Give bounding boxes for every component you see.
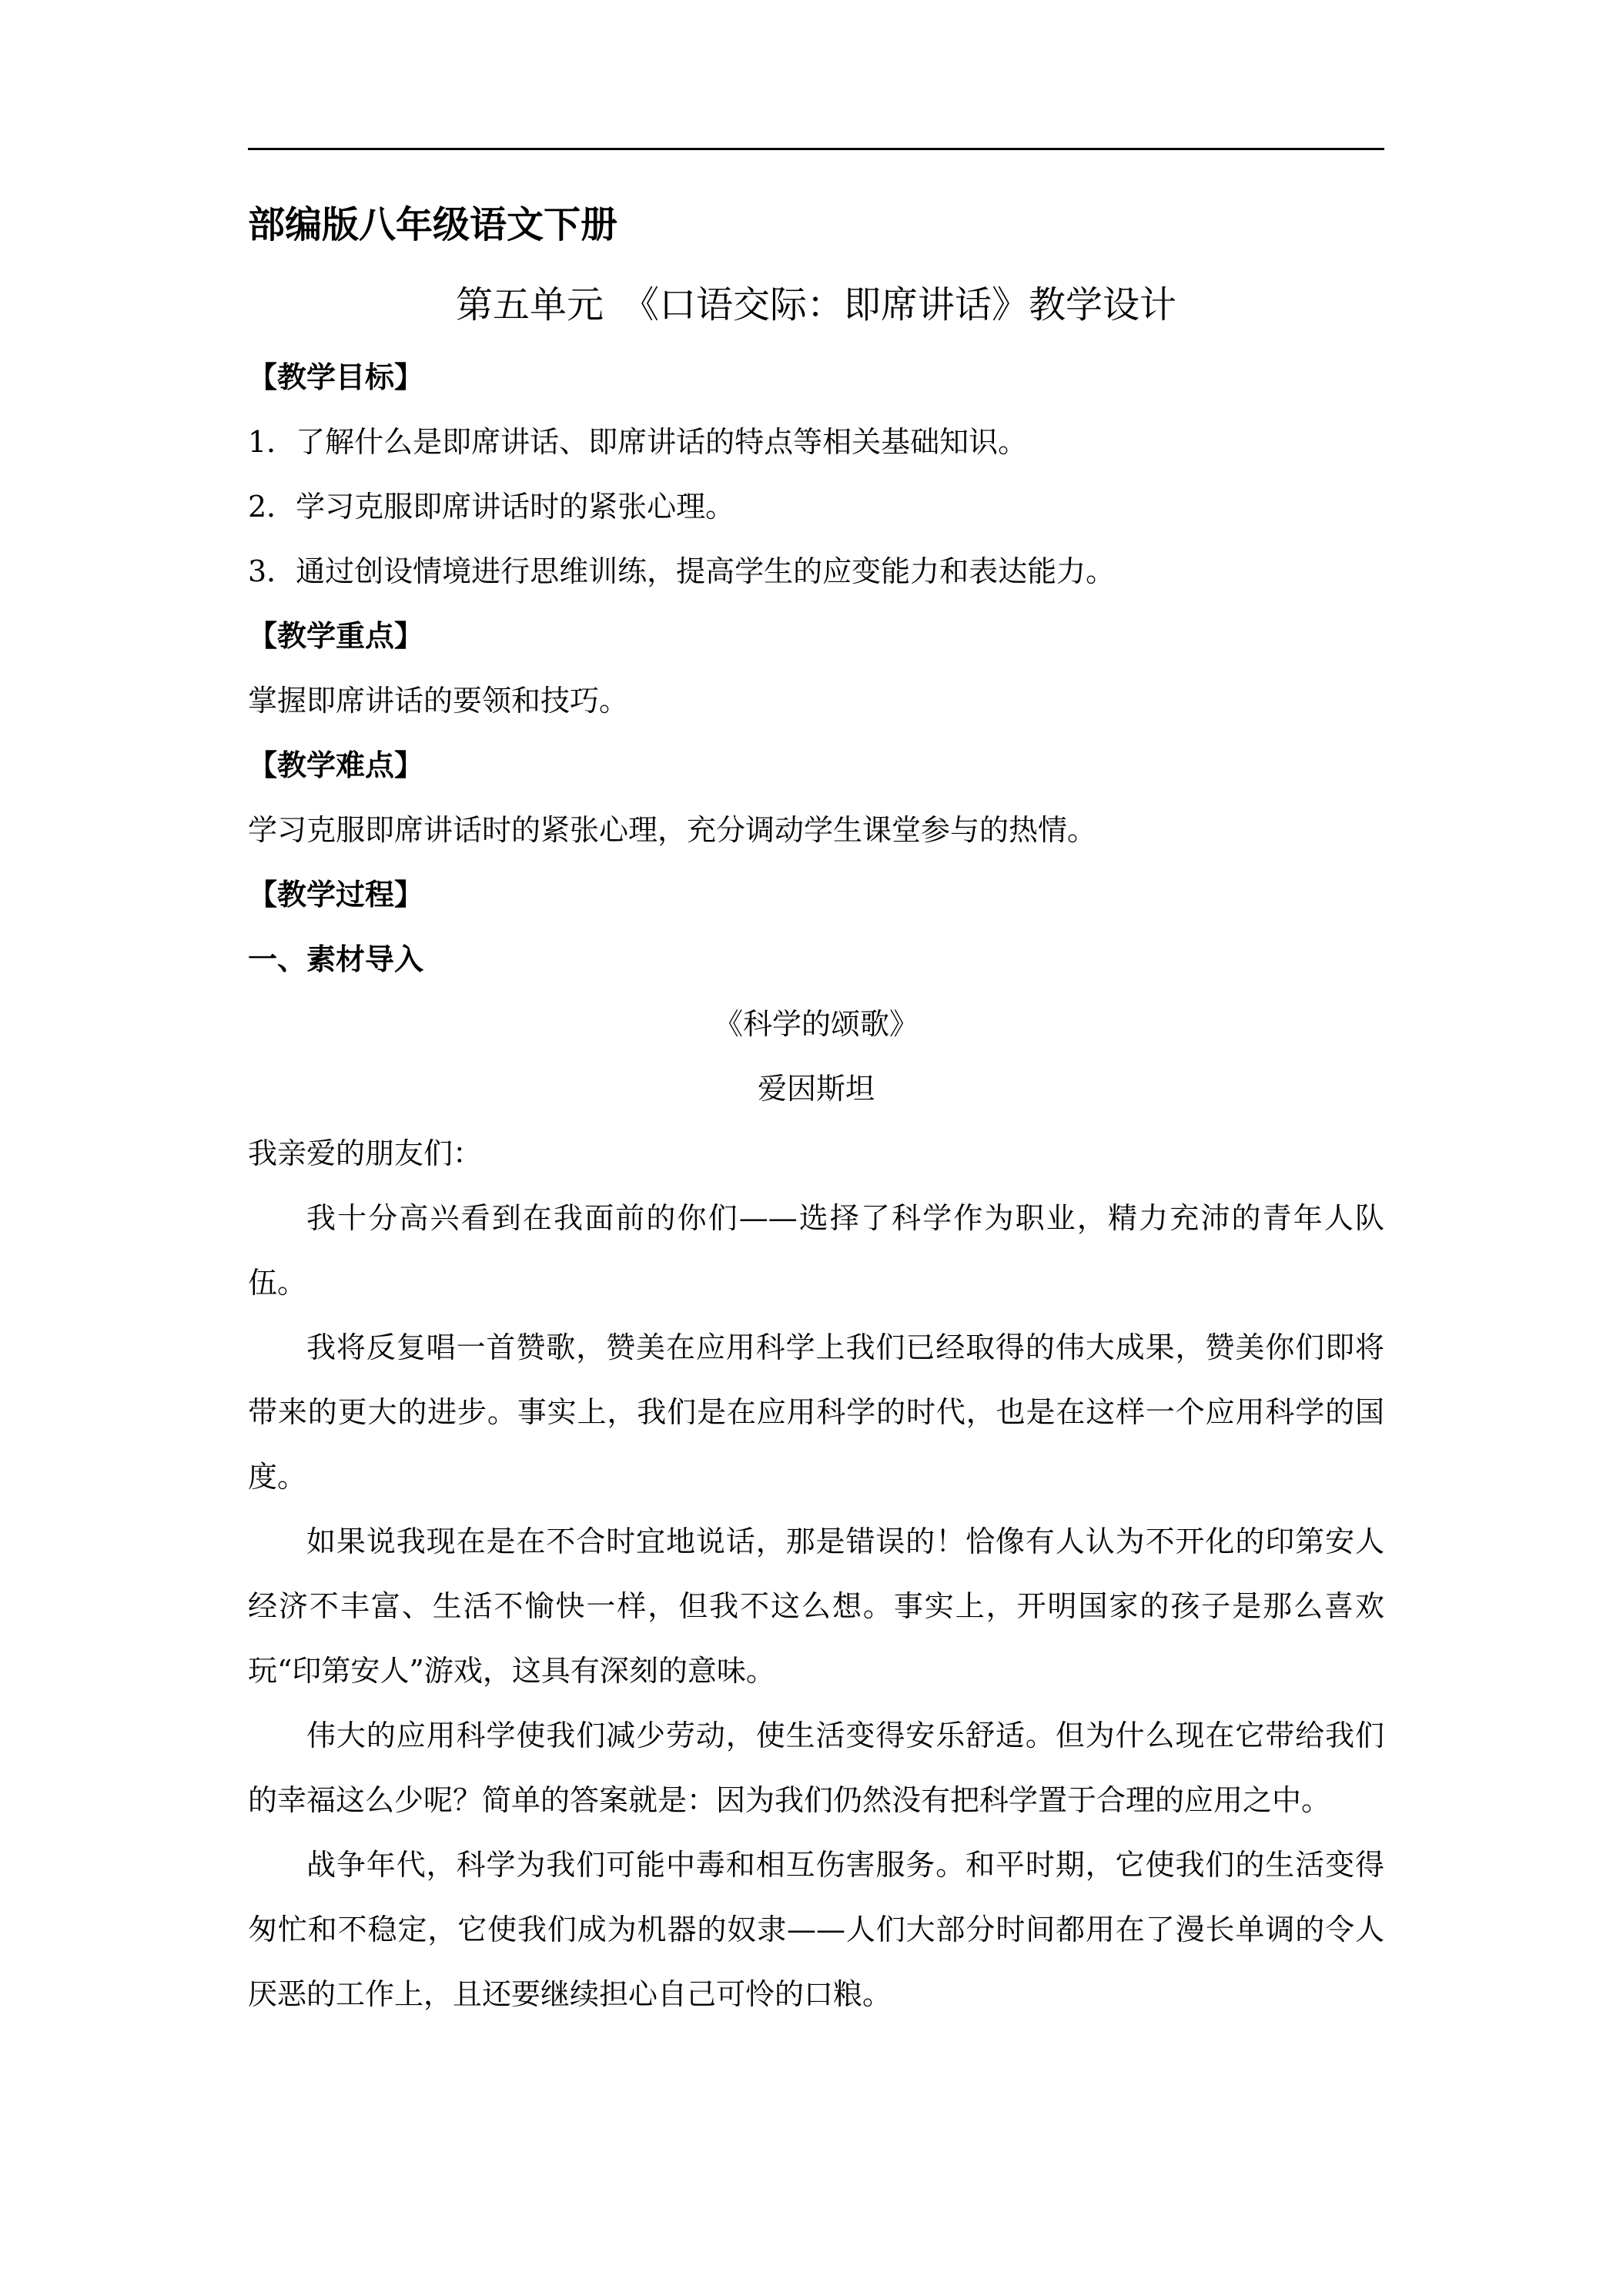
- reading-paragraph-2: 我将反复唱一首赞歌，赞美在应用科学上我们已经取得的伟大成果，赞美你们即将带来的更大的进步。事实上，我们是在应用科学的时代，也是在这样一个应用科学的国度。: [248, 1330, 1384, 1494]
- key-points-heading: 【教学重点】: [248, 619, 424, 653]
- process-heading: 【教学过程】: [248, 878, 424, 912]
- reading-salutation: 我亲爱的朋友们：: [248, 1136, 483, 1170]
- reading-paragraph-3: 如果说我现在是在不合时宜地说话，那是错误的！恰像有人认为不开化的印第安人经济不丰富、生活不愉快一样，但我不这么想。事实上，开明国家的孩子是那么喜欢玩“印第安人”游戏，这具有深刻的意味。: [248, 1525, 1384, 1688]
- reading-author: 爱因斯坦: [757, 1072, 875, 1106]
- difficulties-heading: 【教学难点】: [248, 748, 424, 782]
- reading-title: 《科学的颂歌》: [713, 1007, 919, 1041]
- reading-paragraph-4: 伟大的应用科学使我们减少劳动，使生活变得安乐舒适。但为什么现在它带给我们的幸福这么少呢？简单的答案就是：因为我们仍然没有把科学置于合理的应用之中。: [248, 1719, 1384, 1817]
- reading-paragraph-1: 我十分高兴看到在我面前的你们——选择了科学作为职业，精力充沛的青年人队伍。: [248, 1201, 1384, 1300]
- objectives-heading: 【教学目标】: [248, 360, 424, 394]
- objective-item-1: 1．了解什么是即席讲话、即席讲话的特点等相关基础知识。: [248, 425, 1028, 459]
- document-subtitle: 第五单元 《口语交际：即席讲话》教学设计: [455, 283, 1176, 326]
- key-points-text: 掌握即席讲话的要领和技巧。: [248, 684, 629, 718]
- header-rule: [248, 148, 1384, 150]
- reading-paragraph-5: 战争年代，科学为我们可能中毒和相互伤害服务。和平时期，它使我们的生活变得匆忙和不稳定，它使我们成为机器的奴隶——人们大部分时间都用在了漫长单调的令人厌恶的工作上，且还要继续担心自己可怜的口粮。: [248, 1848, 1384, 2011]
- document-title: 部编版八年级语文下册: [248, 203, 618, 246]
- difficulties-text: 学习克服即席讲话时的紧张心理，充分调动学生课堂参与的热情。: [248, 813, 1097, 847]
- document-page: [248, 185, 1384, 2027]
- objective-item-3: 3．通过创设情境进行思维训练，提高学生的应变能力和表达能力。: [248, 554, 1116, 588]
- objective-item-2: 2．学习克服即席讲话时的紧张心理。: [248, 490, 735, 524]
- process-step-1: 一、素材导入: [248, 942, 424, 976]
